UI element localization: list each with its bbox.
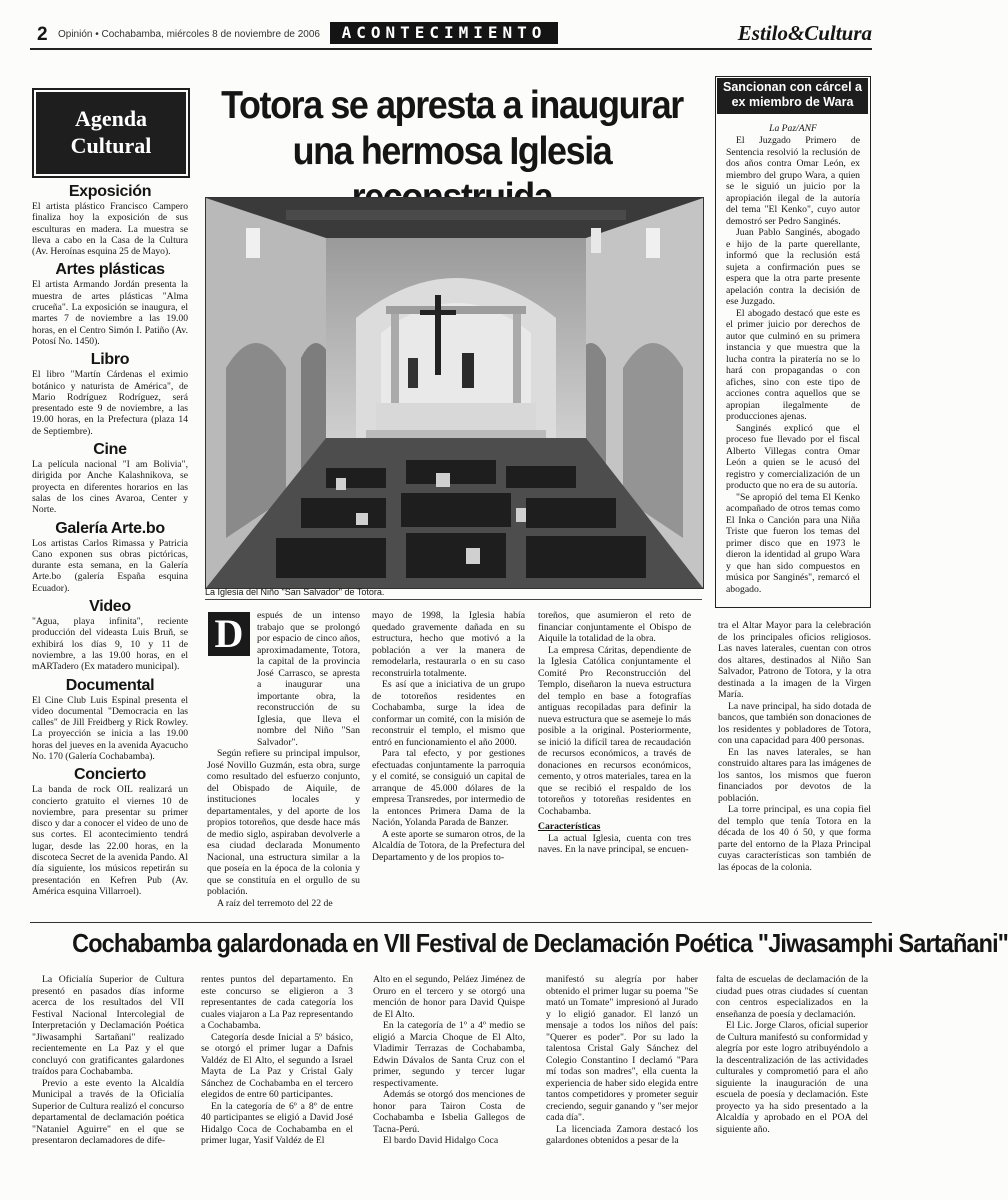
body-paragraph: Según refiere su principal impulsor, José Novillo Guzmán, esta obra, surge como resultado del esfuerzo conjunto, del Obispado de Aiquile, de instituciones locales y departamentales, y del aporte de los propios totoreños, que desde hace más de medio siglo, aspiraban devolverle a esa ciudad declarada Monumento Nacional, una estructura similar a la que poseía en la época de la colonia y que se constituía en el orgullo de su población. (207, 748, 360, 897)
agenda-list (32, 180, 188, 901)
main-story-column-4 (718, 620, 871, 873)
body-paragraph: Alto en el segundo, Peláez Jiménez de Oruro en el tercero y se otorgó una mención de honor para David Quispe de El Alto. (373, 974, 525, 1020)
agenda-heading: Concierto (74, 766, 146, 784)
main-story-column-1 (207, 610, 360, 909)
issue-info: Opinión • Cochabamba, miércoles 8 de noviembre de 2006 (58, 29, 320, 40)
body-paragraph: espués de un intenso trabajo que se prolongó por espacio de cinco años, aproximadamente, Totora, la capital de la provincia José Carrasco, se apresta a inaugurar una importante obra, la reconstrucción de su Iglesia, que lleva el nombre del Niño "San Salvador". (257, 610, 360, 748)
side-story-body (726, 123, 860, 595)
agenda-text: La película nacional "I am Bolivia", dirigida por Anche Kalashnikova, se proyecta en diferentes horarios en las salas de los cines Avaroa, Center y Norte. (32, 459, 188, 516)
headline-line-1: Totora se apresta a inaugurar (221, 84, 683, 127)
bottom-story-column-5 (716, 974, 868, 1135)
body-paragraph: rentes puntos del departamento. En este concurso se eligieron a 3 representantes de cada categoría los cuales viajaron a La Paz representando a Cochabamba. (201, 974, 353, 1031)
side-story-paragraph: Sanginés explicó que el proceso fue llevado por el fiscal Alberto Villegas contra Omar León a quien se le acusó del registro y comercialización de un producto que no era de su autoría. (726, 422, 860, 491)
agenda-text: La banda de rock OIL realizará un concierto gratuito el viernes 10 de noviembre, para presentar su primer disco y dar a conocer el video de uno de sus cortes. El acontecimiento tendrá lugar, desde las 22.00 horas, en la discoteca Secret de la avenida Pando. Al día siguiente, los músicos repetirán su presentación en Kefren Pub (Av. América esquina Villarroel). (32, 784, 188, 897)
side-story-paragraph: "Se apropió del tema El Kenko acompañado de otros temas como El Inka o Canción para una Niña Triste que fueron los temas del primer disco que en 1973 le dieron la identidad al grupo Wara y que han sido compuestos en música por Sanginés", remarcó el abogado. (726, 491, 860, 595)
agenda-title-box (32, 88, 190, 178)
agenda-item (32, 598, 188, 672)
bottom-story-column-2 (201, 974, 353, 1147)
body-paragraph: La actual Iglesia, cuenta con tres naves. En la nave principal, se encuen- (538, 832, 691, 855)
agenda-text: El Cine Club Luis Espinal presenta el video documental "Democracia en las calles" de Jill Freidberg y Rick Rowley. La proyección se inicia a las 19.00 horas del jueves en la avenida Ayacucho No. 170 (Galería Cochabamba). (32, 694, 188, 762)
side-story-byline: La Paz/ANF (769, 123, 817, 134)
side-story-paragraph: Juan Pablo Sanginés, abogado e hijo de la parte querellante, informó que la reclusión está sujeta a confirmación pues se espera que la otra parte presente apelación contra la decisión de ese Juzgado. (726, 227, 860, 307)
agenda-item (32, 261, 188, 347)
agenda-text: El artista Armando Jordán presenta la muestra de artes plásticas "Alma cruceña". La exposición se inaugura, el martes 7 de noviembre a las 19.00 horas, en el Centro Simón I. Patiño (Av. Potosí No. 1450). (32, 279, 188, 347)
body-paragraph: La empresa Cáritas, dependiente de la Iglesia Católica conjuntamente el Comité Pro Reconstrucción del Templo, diseñaron la nueva estructura del templo en base a fotografías antiguas recopiladas para definir la nueva estructura que se asemeje lo más posible a la original. Posteriormente, se inició la difícil tarea de recaudación de recursos económicos, a través de donaciones en recursos económicos, cemento, y otros materiales, tarea en la que se recibió el respaldo de los totoreños y totoreñas residentes en Cochabamba. (538, 644, 691, 817)
body-paragraph: A este aporte se sumaron otros, de la Alcaldía de Totora, de la Prefectura del Departamento y de los propios to- (372, 828, 525, 863)
agenda-item (32, 766, 188, 897)
side-story-paragraph: El Juzgado Primero de Sentencia resolvió la reclusión de dos años contra Omar León, ex miembro del grupo Wara, a quien se le siguió un juicio por la apropiación ilegal de la autoría del tema "El Kenko", cuyo autor demostró ser Pedro Sanginés. (726, 135, 860, 227)
body-paragraph: manifestó su alegría por haber obtenido el primer lugar su poema "Se mató un Tomate" impresionó al Jurado y lo eligió ganador. El lanzó un mensaje a todos los niños del país: "Querer es poder". Por su lado la talentosa Cristal Galy Sánchez del Colegio Constantino I declamó "Para mí todas son madres", ella cuenta la experiencia de haber sido elegida entre tantos competidores y prometer seguir creciendo, seguir ganando y "ser mejor cada día". (546, 974, 698, 1123)
agenda-heading: Libro (90, 351, 130, 369)
agenda-item (32, 183, 188, 257)
body-paragraph: El bardo David Hidalgo Coca (383, 1135, 499, 1146)
body-paragraph: En las naves laterales, se han construido altares para las imágenes de los santos, los mismos que fueron financiados por devotos de la población. (718, 746, 871, 804)
agenda-heading: Exposición (68, 183, 152, 200)
headline-line-2: una hermosa Iglesia (292, 130, 612, 173)
header-rule (30, 48, 872, 50)
agenda-item (32, 351, 188, 437)
body-subhead: Características (538, 821, 601, 832)
agenda-item (32, 520, 188, 594)
body-paragraph: A raíz del terremoto del 22 de (217, 897, 333, 909)
bottom-headline: Cochabamba galardonada en VII Festival de Declamación Poética "Jiwasamphi Sartañani" (72, 928, 1008, 958)
body-paragraph: La nave principal, ha sido dotada de bancos, que también son donaciones de los residentes y pobladores de Totora, con una capacidad para 400 personas. (718, 700, 871, 746)
agenda-heading: Documental (65, 676, 155, 694)
agenda-heading: Video (89, 598, 131, 616)
body-paragraph: falta de escuelas de declamación de la ciudad pues otras ciudades sí cuentan con centros especializados en la enseñanza de poesía y declamación. (716, 974, 868, 1020)
body-paragraph: tra el Altar Mayor para la celebración de los principales oficios religiosos. Las naves laterales, cuentan con otros dos altares, destinados al Niño San Salvador, Patrono de Totora, y la otra destinada a la imagen de la Virgen María. (718, 620, 871, 700)
body-paragraph: En la categoría de 6º a 8º de entre 40 participantes se eligió a David José Hidalgo Coca de Cochabamba en el primer lugar, Yasif Valdéz de El (201, 1100, 353, 1146)
body-paragraph: Previo a este evento la Alcaldía Municipal a través de la Oficialía Superior de Cultura realizó el concurso departamental de declamación poética "Nataniel Aguirre" en el que se presentaron declamadores de dife- (32, 1077, 184, 1146)
agenda-text: Los artistas Carlos Rimassa y Patricia Cano exponen sus obras pictóricas, durante esta semana, en la Galería Arte.bo (galería España esquina Ecuador). (32, 537, 188, 594)
body-paragraph: Para tal efecto, y por gestiones efectuadas conjuntamente la parroquia y el comité, se consiguió un capital de arranque de 45.000 dólares de la empresa Transredes, por intermedio de la entonces Primera Dama de la Nación, Yolanda Parada de Banzer. (372, 748, 525, 828)
body-paragraph: La licenciada Zamora destacó los galardones obtenidos a pesar de la (546, 1123, 698, 1146)
agenda-text: El artista plástico Francisco Campero finaliza hoy la exposición de sus esculturas en madera. La muestra se lleva a cabo en la Casa de la Cultura (Av. Heroínas esquina 25 de Mayo). (32, 201, 188, 258)
body-paragraph: toreños, que asumieron el reto de financiar conjuntamente el Obispo de Aiquile la totalidad de la obra. (538, 610, 691, 644)
bottom-story-column-4 (546, 974, 698, 1147)
church-photo (205, 197, 704, 589)
agenda-text: El libro "Martín Cárdenas el eximio botánico y naturista de América", de Mario Rodríguez Rodríguez, será presentado este 9 de noviembre, a las 19.00 horas, en la Prefectura (plaza 14 de Septiembre). (32, 369, 188, 437)
agenda-heading: Galería Arte.bo (55, 519, 165, 537)
section-divider (30, 922, 872, 923)
body-paragraph: En la categoría de 1º a 4º medio se eligió a Marcia Choque de El Alto, Vladimir Terrazas de Cochabamba, Edwin Dávalos de Santa Cruz con el primer, segundo y tercer lugar respectivamente. (373, 1020, 525, 1089)
section-brand: Estilo&Cultura (737, 21, 872, 45)
main-story-column-3 (538, 610, 691, 856)
body-paragraph: Es así que a iniciativa de un grupo de totoreños residentes en Cochabamba, surge la idea de conformar un comité, con la misión de reconstruir el templo, el mismo que entró en funcionamiento el año 2000. (372, 679, 525, 748)
agenda-item (32, 441, 188, 515)
drop-cap: D (208, 612, 250, 656)
body-paragraph: El Lic. Jorge Claros, oficial superior de Cultura manifestó su conformidad y alegría por este logro atribuyéndolo a la descentralización de las actividades culturales y comprometió para el año siguiente la inauguración de una escuela de poesía y declamación. Este proyecto ya ha sido presentado a la Alcaldía y aprobado en el POA del siguiente año. (716, 1020, 868, 1135)
section-banner: ACONTECIMIENTO (330, 22, 558, 44)
agenda-item (32, 677, 188, 763)
body-paragraph: La Oficialía Superior de Cultura presentó en pasados días informe acerca de los resultados del VII Festival Nacional Intercolegial de Interpretación y Declamación Poética "Jiwasamphi Sartañani" realizado recientemente en La Paz y el que concluyó con gratificantes galardones traídos para Cochabamba. (32, 974, 184, 1077)
body-paragraph: mayo de 1998, la Iglesia había quedado gravemente dañada en su estructura, hecho que motivó a la población a ver la manera de remodelarla, restaurarla o en su caso reconstruirla totalmente. (372, 610, 525, 679)
agenda-title-line-1: Agenda (74, 106, 148, 131)
bottom-story-column-1 (32, 974, 184, 1147)
agenda-heading: Artes plásticas (55, 261, 165, 279)
agenda-heading: Cine (93, 441, 127, 459)
agenda-text: "Agua, playa infinita", reciente producción del videasta Luis Bruň, se exhibirá los días 9, 10 y 11 de noviembre, a las 19.00 horas, en el mARTadero (Ex matadero municipal). (32, 616, 188, 673)
body-paragraph: La torre principal, es una copia fiel del templo que tenía Totora en la década de los 40 ó 50, y que forma parte del entorno de la Plaza Principal cuyas características son también de las épocas de la colonia. (718, 804, 871, 873)
page-number: 2 (37, 24, 48, 45)
photo-caption: La Iglesia del Niño "San Salvador" de Totora. (205, 587, 702, 600)
bottom-story-column-3 (373, 974, 525, 1147)
agenda-title-line-2: Cultural (70, 133, 152, 158)
main-story-column-2 (372, 610, 525, 863)
side-story-paragraph: El abogado destacó que este es el primer juicio por derechos de autor que culminó en su primera instancia y que muestra que la lucha contra la piratería no se lo hará con propagandas o con afiches, sino con este tipo de acciones contra aquellos que se apropian ilegalmente de producciones ajenas. (726, 307, 860, 422)
body-paragraph: Categoría desde Inicial a 5º básico, se otorgó el primer lugar a Dafnis Valdéz de El Alto, el segundo a Israel Mayta de La Paz y Cristal Galy Sánchez de Cochabamba en el tercero elegidos de entre 60 participantes. (201, 1031, 353, 1100)
body-paragraph: Además se otorgó dos menciones de honor para Tairon Costa de Cochabamba e Isbelia Gallegos de Tacna-Perú. (373, 1089, 525, 1135)
side-story-title: Sancionan con cárcel a ex miembro de Wara (717, 78, 868, 114)
